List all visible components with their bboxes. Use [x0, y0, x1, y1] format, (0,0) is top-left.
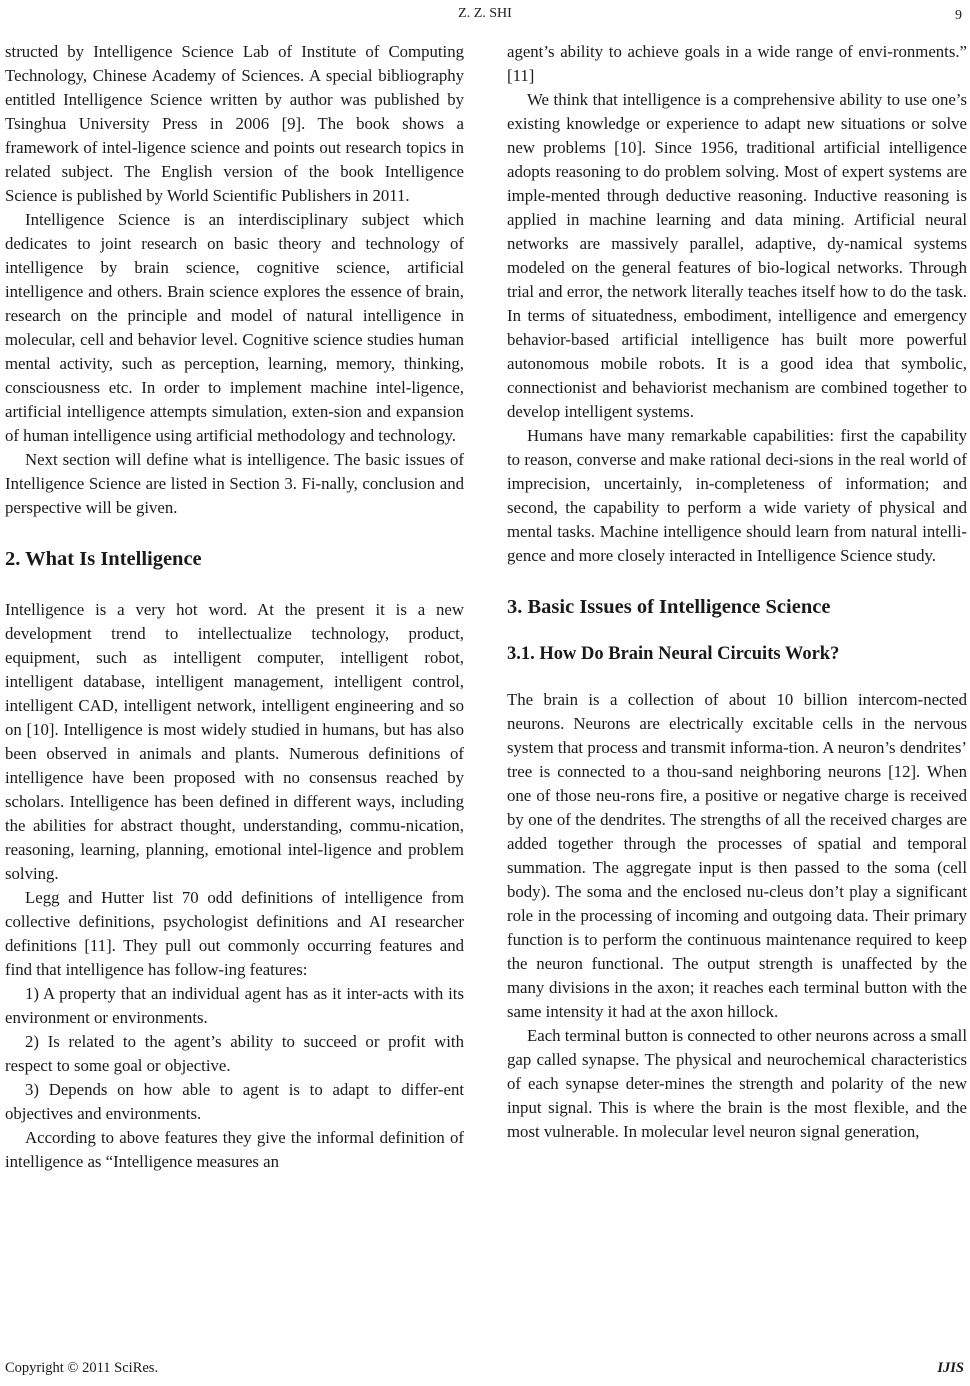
left-column: [5, 40, 464, 1174]
list-item: 3) Depends on how able to agent is to adapt to differ-ent objectives and environments.: [5, 1080, 464, 1123]
paragraph: Intelligence is a very hot word. At the present it is a new development trend to intellectualize technology, product, equipment, such as intelligent computer, intelligent robot, intelligent database, intelligent management, intelligent control, intelligent CAD, intelligent network, intelligent engineering and so on [10]. Intelligence is most widely studied in humans, but has also been observed in animals and plants. Numerous definitions of intelligence have been proposed with no consensus reached by scholars. Intelligence has been defined in different ways, including the abilities for abstract thought, understanding, commu-nication, reasoning, learning, planning, emotional intel-ligence and problem solving.: [5, 600, 464, 883]
section-heading: 3. Basic Issues of Intelligence Science: [507, 596, 831, 618]
paragraph: Each terminal button is connected to other neurons across a small gap called synapse. The physical and neurochemical characteristics of each synapse deter-mines the strength and polarity of the new input signal. This is where the brain is the most flexible, and the most vulnerable. In molecular level neuron signal generation,: [507, 1026, 967, 1141]
paragraph: We think that intelligence is a comprehensive ability to use one’s existing knowledge or experience to adapt new situations or solve new problems [10]. Since 1956, traditional artificial intelligence adopts reasoning to do problem solving. Most of expert systems are imple-mented through deductive reasoning. Inductive reasoning is applied in machine learning and data mining. Artificial neural networks are massively parallel, adaptive, dy-namical systems modeled on the general features of bio-logical networks. Through trial and error, the network literally teaches itself how to do the task. In terms of situatedness, embodiment, intelligence and emergency behavior-based artificial intelligence has built more powerful autonomous mobile robots. It is a good idea that symbolic, connectionist and behaviorist mechanism are combined together to develop intelligent systems.: [507, 90, 967, 421]
paragraph: According to above features they give the informal definition of intelligence as “Intelligence measures an: [5, 1128, 464, 1171]
running-head: Z. Z. SHI: [458, 6, 512, 21]
section-heading: 2. What Is Intelligence: [5, 548, 202, 570]
page-number: 9: [955, 8, 962, 23]
copyright-footer: Copyright © 2011 SciRes.: [5, 1360, 159, 1376]
paragraph: Intelligence Science is an interdisciplinary subject which dedicates to joint research on basic theory and technology of intelligence by brain science, cognitive science, artificial intelligence and others. Brain science explores the essence of brain, research on the principle and model of natural intelligence in molecular, cell and behavior level. Cognitive science studies human mental activity, such as perception, learning, memory, thinking, consciousness etc. In order to implement machine intel-ligence, artificial intelligence attempts simulation, exten-sion and expansion of human intelligence using artificial methodology and technology.: [5, 210, 464, 445]
right-column: [507, 40, 967, 1144]
paragraph: agent’s ability to achieve goals in a wide range of envi-ronments.” [11]: [507, 42, 967, 85]
journal-footer: IJIS: [937, 1360, 964, 1376]
paragraph: Legg and Hutter list 70 odd definitions of intelligence from collective definitions, psychologist definitions and AI researcher definitions [11]. They pull out commonly occurring features and find that intelligence has follow-ing features:: [5, 888, 464, 979]
paragraph: Next section will define what is intelligence. The basic issues of Intelligence Science are listed in Section 3. Fi-nally, conclusion and perspective will be given.: [5, 450, 464, 517]
list-item: 2) Is related to the agent’s ability to succeed or profit with respect to some goal or objective.: [5, 1032, 464, 1075]
subsection-heading: 3.1. How Do Brain Neural Circuits Work?: [507, 644, 840, 664]
list-item: 1) A property that an individual agent has as it inter-acts with its environment or environments.: [5, 984, 464, 1027]
paragraph: Humans have many remarkable capabilities: first the capability to reason, converse and make rational deci-sions in the real world of imprecision, uncertainly, in-completeness of information; and second, the capability to perform a wide variety of physical and mental tasks. Machine intelligence should learn from natural intelli-gence and more closely interacted in Intelligence Science study.: [507, 426, 967, 565]
paragraph: The brain is a collection of about 10 billion intercom-nected neurons. Neurons are electrically excitable cells in the nervous system that process and transmit informa-tion. A neuron’s dendrites’ tree is connected to a thou-sand neighboring neurons [12]. When one of those neu-rons fire, a positive or negative charge is received by one of the dendrites. The strengths of all the received charges are added together through the processes of spatial and temporal summation. The aggregate input is then passed to the soma (cell body). The soma and the enclosed nu-cleus don’t play a significant role in the processing of incoming and outgoing data. Their primary function is to perform the continuous maintenance required to keep the neuron functional. The output strength is unaffected by the many divisions in the axon; it reaches each terminal button with the same intensity it had at the axon hillock.: [507, 690, 967, 1021]
paragraph: structed by Intelligence Science Lab of Institute of Computing Technology, Chinese Academy of Sciences. A special bibliography entitled Intelligence Science written by author was published by Tsinghua University Press in 2006 [9]. The book shows a framework of intel-ligence science and points out research topics in related subject. The English version of the book Intelligence Science is published by World Scientific Publishers in 2011.: [5, 42, 464, 205]
